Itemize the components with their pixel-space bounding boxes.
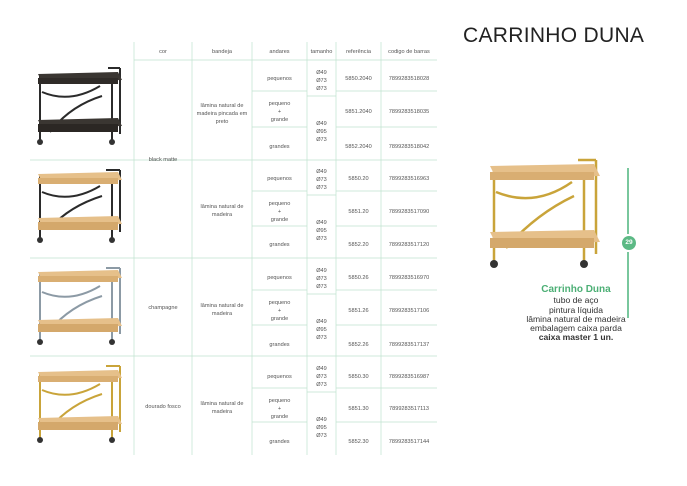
row-referencia: 5851.30	[348, 406, 369, 412]
cart-gold-image	[30, 364, 130, 446]
tray-natural-2: lâmina natural de madeira	[200, 303, 244, 317]
row-codigo-de-barras: 7899283517120	[388, 242, 430, 248]
cart-gold-large-image	[480, 150, 610, 276]
product-desc-line-1: tubo de aço	[553, 295, 599, 305]
row-tamanho: Ø49 Ø95 Ø73	[316, 121, 327, 143]
row-tamanho: Ø49 Ø73 Ø73	[316, 366, 327, 388]
row-codigo-de-barras: 7899283516987	[388, 374, 430, 380]
row-andares: pequeno + grande	[268, 300, 291, 322]
row-codigo-de-barras: 7899283518042	[388, 144, 430, 150]
row-andares: grandes	[269, 342, 290, 348]
row-tamanho: Ø49 Ø95 Ø73	[316, 220, 327, 242]
color-champagne: champagne	[148, 305, 178, 311]
page-title: CARRINHO DUNA	[463, 24, 645, 47]
row-referencia: 5852.30	[348, 439, 369, 445]
row-codigo-de-barras: 7899283518035	[388, 109, 430, 115]
row-andares: pequenos	[267, 374, 292, 380]
tray-painted-black: lâmina natural de madeira pincada em preto	[196, 103, 248, 125]
row-tamanho: Ø49 Ø73 Ø73	[316, 268, 327, 290]
row-andares: pequeno + grande	[268, 101, 291, 123]
cart-champagne-image	[30, 264, 130, 350]
row-referencia: 5851.20	[348, 209, 369, 215]
row-andares: grandes	[269, 144, 290, 150]
row-referencia: 5851.2040	[345, 109, 372, 115]
header-tamanho: tamanho	[310, 49, 333, 55]
tray-natural-1: lâmina natural de madeira	[200, 204, 244, 218]
row-codigo-de-barras: 7899283516970	[388, 275, 430, 281]
row-andares: pequenos	[267, 176, 292, 182]
header-codigo-de-barras: codigo de barras	[388, 49, 430, 55]
row-referencia: 5850.26	[348, 275, 369, 281]
page-number-badge: 29	[622, 236, 636, 250]
row-andares: grandes	[269, 439, 290, 445]
row-codigo-de-barras: 7899283516963	[388, 176, 430, 182]
tray-natural-3: lâmina natural de madeira	[200, 401, 244, 415]
row-referencia: 5852.26	[348, 342, 369, 348]
row-andares: pequeno + grande	[268, 201, 291, 223]
cart-black-wood-image	[30, 166, 130, 246]
row-referencia: 5852.2040	[345, 144, 372, 150]
product-desc-line-4: embalagem caixa parda	[530, 323, 622, 333]
row-tamanho: Ø49 Ø73 Ø73	[316, 70, 327, 92]
row-codigo-de-barras: 7899283517113	[388, 406, 430, 412]
header-cor: cor	[159, 49, 167, 55]
row-codigo-de-barras: 7899283518028	[388, 76, 430, 82]
cart-black-painted-image	[30, 62, 130, 150]
row-tamanho: Ø49 Ø73 Ø73	[316, 169, 327, 191]
product-desc-line-2: pintura líquida	[549, 305, 603, 315]
accent-line-top	[627, 168, 629, 234]
row-andares: pequenos	[267, 275, 292, 281]
product-desc-line-3: lâmina natural de madeira	[526, 314, 626, 324]
row-andares: pequenos	[267, 76, 292, 82]
row-tamanho: Ø49 Ø95 Ø73	[316, 319, 327, 341]
row-codigo-de-barras: 7899283517144	[388, 439, 430, 445]
row-referencia: 5850.2040	[345, 76, 372, 82]
header-andares: andares	[269, 49, 290, 55]
product-desc-bold: caixa master 1 un.	[538, 332, 614, 342]
row-andares: grandes	[269, 242, 290, 248]
color-black-matte: black matte	[148, 157, 178, 163]
product-name: Carrinho Duna	[541, 284, 611, 295]
color-dourado-fosco: dourado fosco	[145, 404, 181, 410]
row-referencia: 5850.20	[348, 176, 369, 182]
header-referencia: referência	[346, 49, 371, 55]
accent-line-bottom	[627, 252, 629, 318]
row-andares: pequeno + grande	[268, 398, 291, 420]
row-codigo-de-barras: 7899283517106	[388, 308, 430, 314]
row-tamanho: Ø49 Ø95 Ø73	[316, 417, 327, 439]
header-bandeja: bandeja	[212, 49, 232, 55]
row-referencia: 5850.30	[348, 374, 369, 380]
row-codigo-de-barras: 7899283517137	[388, 342, 430, 348]
row-codigo-de-barras: 7899283517090	[388, 209, 430, 215]
row-referencia: 5851.26	[348, 308, 369, 314]
row-referencia: 5852.20	[348, 242, 369, 248]
